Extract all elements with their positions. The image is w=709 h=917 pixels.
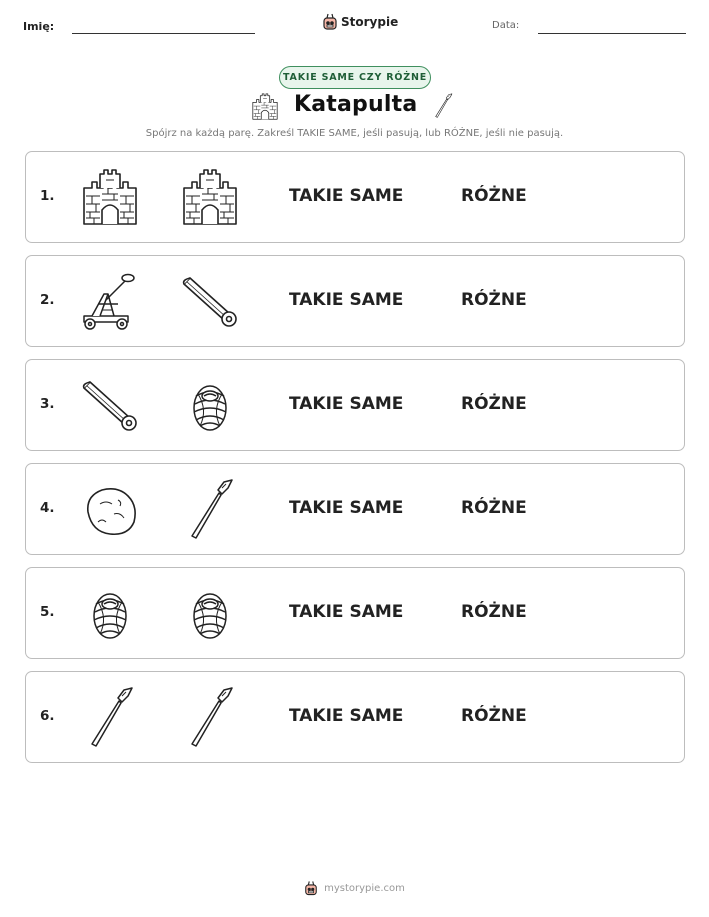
pair-row <box>25 255 685 347</box>
castle-icon <box>78 166 142 230</box>
rope-icon <box>178 582 242 646</box>
worksheet-type-badge: TAKIE SAME CZY RÓŻNE <box>279 66 431 89</box>
pair-row <box>25 359 685 451</box>
storypie-logo-icon <box>322 13 338 30</box>
pair-row <box>25 151 685 243</box>
rock-icon <box>78 478 142 542</box>
option-same[interactable]: TAKIE SAME <box>289 394 404 414</box>
beam-icon <box>178 270 242 334</box>
storypie-logo-icon <box>304 880 318 896</box>
date-line <box>538 33 686 34</box>
pair-number: 6. <box>40 708 55 724</box>
footer <box>0 880 709 896</box>
instructions: Spójrz na każdą parę. Zakreśl TAKIE SAME, jeśli pasują, lub RÓŻNE, jeśli nie pasują. <box>145 128 564 139</box>
catapult-icon <box>78 270 142 334</box>
pair-number: 5. <box>40 604 55 620</box>
castle-icon <box>250 92 280 122</box>
option-different[interactable]: RÓŻNE <box>461 394 527 414</box>
footer-url[interactable]: mystorypie.com <box>324 882 405 894</box>
beam-icon <box>78 374 142 438</box>
option-different[interactable]: RÓŻNE <box>461 706 527 726</box>
spear-icon <box>430 90 456 122</box>
name-line <box>72 33 255 34</box>
pair-row <box>25 567 685 659</box>
option-different[interactable]: RÓŻNE <box>461 602 527 622</box>
option-same[interactable]: TAKIE SAME <box>289 186 404 206</box>
name-label: Imię: <box>23 20 55 33</box>
option-same[interactable]: TAKIE SAME <box>289 498 404 518</box>
pair-number: 3. <box>40 396 55 412</box>
option-different[interactable]: RÓŻNE <box>461 498 527 518</box>
pair-number: 1. <box>40 188 55 204</box>
option-same[interactable]: TAKIE SAME <box>289 706 404 726</box>
spear-icon <box>178 478 242 542</box>
spear-icon <box>178 686 242 750</box>
option-same[interactable]: TAKIE SAME <box>289 602 404 622</box>
rope-icon <box>178 374 242 438</box>
brand-logo <box>322 13 398 30</box>
pair-row <box>25 671 685 763</box>
rope-icon <box>78 582 142 646</box>
castle-icon <box>178 166 242 230</box>
pair-row <box>25 463 685 555</box>
date-label: Data: <box>492 20 520 31</box>
pair-number: 4. <box>40 500 55 516</box>
pair-number: 2. <box>40 292 55 308</box>
spear-icon <box>78 686 142 750</box>
option-different[interactable]: RÓŻNE <box>461 186 527 206</box>
option-same[interactable]: TAKIE SAME <box>289 290 404 310</box>
option-different[interactable]: RÓŻNE <box>461 290 527 310</box>
brand-name: Storypie <box>341 14 399 29</box>
title-row <box>250 90 460 124</box>
page-title: Katapulta <box>294 92 418 117</box>
